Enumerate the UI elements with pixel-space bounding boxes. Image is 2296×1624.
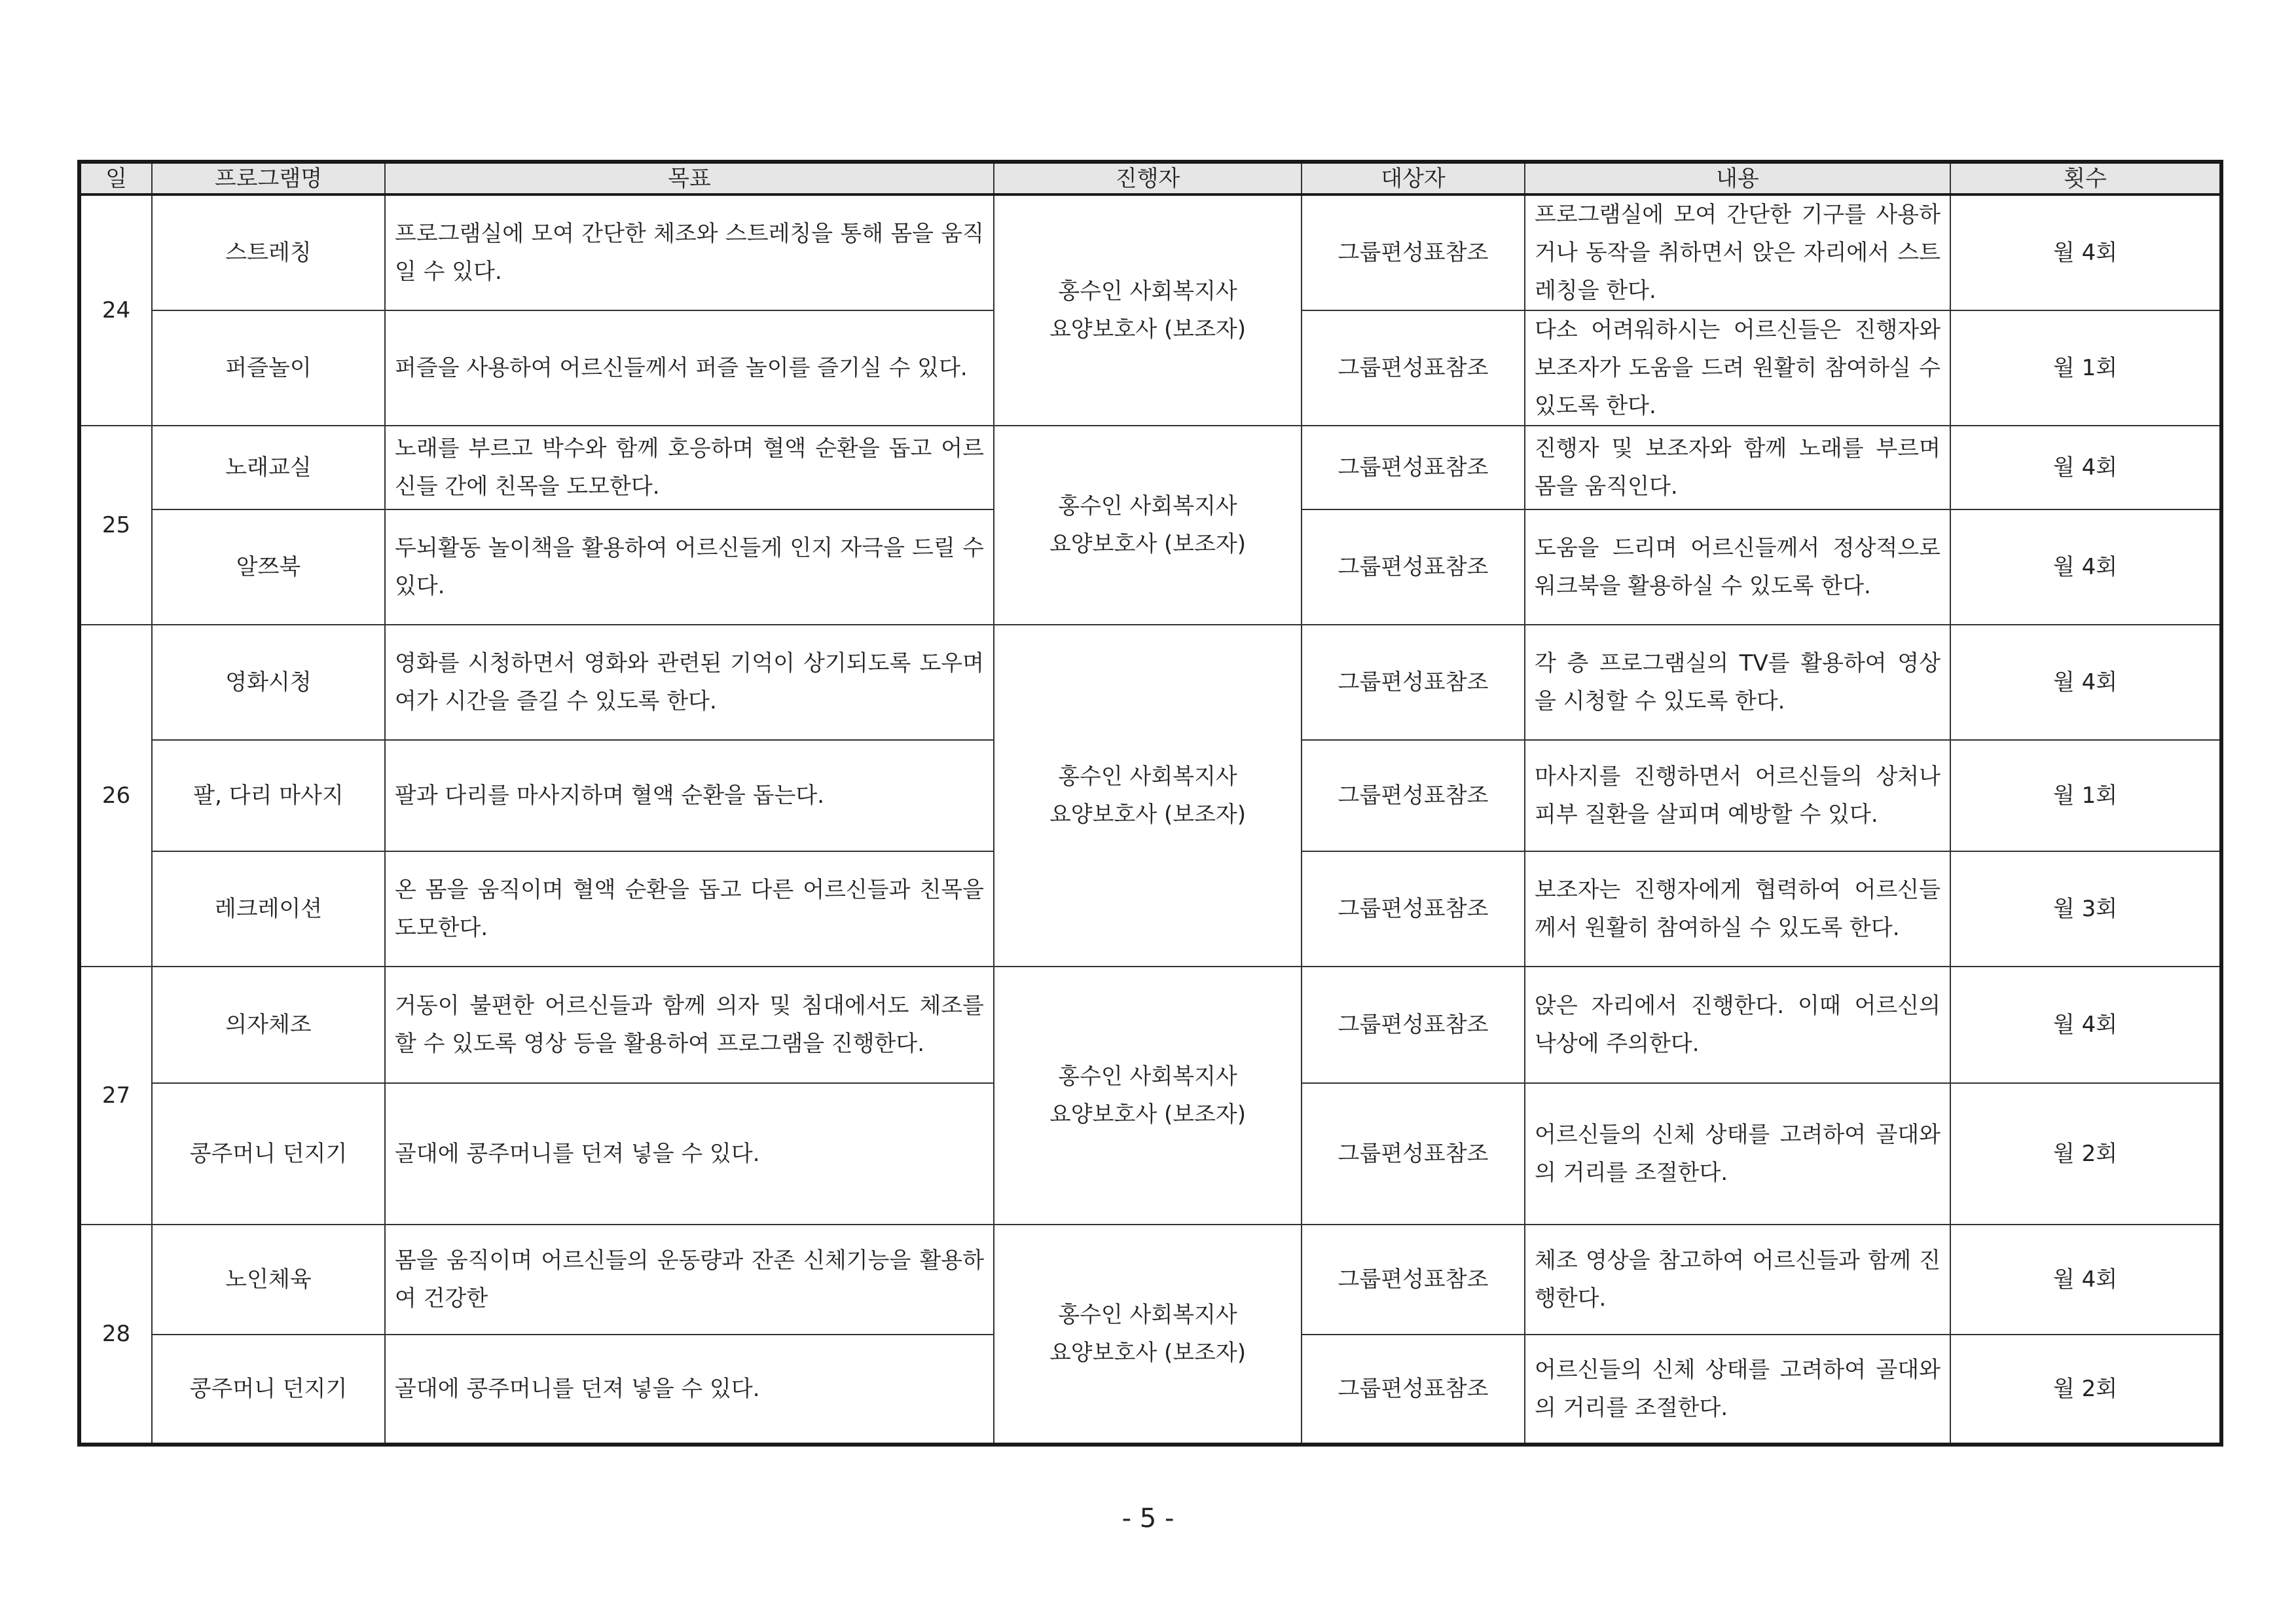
content-cell: 프로그램실에 모여 간단한 기구를 사용하거나 동작을 취하면서 앉은 자리에서 스트레칭을 한다. (1525, 194, 1950, 310)
table-row (79, 194, 2221, 310)
count-cell: 월 4회 (1950, 1225, 2221, 1335)
target-cell: 그룹편성표참조 (1302, 1083, 1525, 1225)
header-day: 일 (79, 162, 152, 194)
goal-cell: 거동이 불편한 어르신들과 함께 의자 및 침대에서도 체조를 할 수 있도록 영상 등을 활용하여 프로그램을 진행한다. (385, 967, 994, 1083)
program-name-cell: 팔, 다리 마사지 (152, 740, 385, 851)
count-cell: 월 1회 (1950, 740, 2221, 851)
goal-cell: 팔과 다리를 마사지하며 혈액 순환을 돕는다. (385, 740, 994, 851)
content-cell: 마사지를 진행하면서 어르신들의 상처나 피부 질환을 살피며 예방할 수 있다. (1525, 740, 1950, 851)
content-cell: 진행자 및 보조자와 함께 노래를 부르며 몸을 움직인다. (1525, 426, 1950, 509)
table-row (79, 967, 2221, 1083)
program-name-cell: 의자체조 (152, 967, 385, 1083)
goal-cell: 퍼즐을 사용하여 어르신들께서 퍼즐 놀이를 즐기실 수 있다. (385, 310, 994, 426)
header-target: 대상자 (1302, 162, 1525, 194)
count-cell: 월 2회 (1950, 1083, 2221, 1225)
goal-cell: 몸을 움직이며 어르신들의 운동량과 잔존 신체기능을 활용하여 건강한 (385, 1225, 994, 1335)
target-cell: 그룹편성표참조 (1302, 967, 1525, 1083)
target-cell: 그룹편성표참조 (1302, 851, 1525, 967)
day-cell: 28 (79, 1225, 152, 1445)
count-cell: 월 3회 (1950, 851, 2221, 967)
goal-cell: 영화를 시청하면서 영화와 관련된 기억이 상기되도록 도우며 여가 시간을 즐길 수 있도록 한다. (385, 625, 994, 740)
count-cell: 월 4회 (1950, 509, 2221, 625)
page-number: - 5 - (1121, 1504, 1175, 1534)
program-name-cell: 레크레이션 (152, 851, 385, 967)
target-cell: 그룹편성표참조 (1302, 194, 1525, 310)
target-cell: 그룹편성표참조 (1302, 740, 1525, 851)
program-name-cell: 스트레칭 (152, 194, 385, 310)
goal-cell: 골대에 콩주머니를 던져 넣을 수 있다. (385, 1335, 994, 1445)
program-name-cell: 노인체육 (152, 1225, 385, 1335)
program-name-cell: 퍼즐놀이 (152, 310, 385, 426)
content-cell: 체조 영상을 참고하여 어르신들과 함께 진행한다. (1525, 1225, 1950, 1335)
target-cell: 그룹편성표참조 (1302, 625, 1525, 740)
goal-cell: 노래를 부르고 박수와 함께 호응하며 혈액 순환을 돕고 어르신들 간에 친목을 도모한다. (385, 426, 994, 509)
day-cell: 26 (79, 625, 152, 967)
goal-cell: 온 몸을 움직이며 혈액 순환을 돕고 다른 어르신들과 친목을 도모한다. (385, 851, 994, 967)
table-row (79, 625, 2221, 740)
count-cell: 월 4회 (1950, 426, 2221, 509)
content-cell: 각 층 프로그램실의 TV를 활용하여 영상을 시청할 수 있도록 한다. (1525, 625, 1950, 740)
target-cell: 그룹편성표참조 (1302, 1335, 1525, 1445)
target-cell: 그룹편성표참조 (1302, 1225, 1525, 1335)
content-cell: 보조자는 진행자에게 협력하여 어르신들께서 원활히 참여하실 수 있도록 한다. (1525, 851, 1950, 967)
target-cell: 그룹편성표참조 (1302, 426, 1525, 509)
program-name-cell: 알쯔북 (152, 509, 385, 625)
header-program-name: 프로그램명 (152, 162, 385, 194)
program-name-cell: 영화시청 (152, 625, 385, 740)
leader-cell: 홍수인 사회복지사 요양보호사 (보조자) (994, 194, 1302, 426)
program-schedule-table (77, 160, 2223, 1447)
content-cell: 어르신들의 신체 상태를 고려하여 골대와의 거리를 조절한다. (1525, 1083, 1950, 1225)
day-cell: 27 (79, 967, 152, 1225)
leader-cell: 홍수인 사회복지사 요양보호사 (보조자) (994, 426, 1302, 625)
header-content: 내용 (1525, 162, 1950, 194)
program-name-cell: 노래교실 (152, 426, 385, 509)
target-cell: 그룹편성표참조 (1302, 310, 1525, 426)
table-row (79, 426, 2221, 509)
program-name-cell: 콩주머니 던지기 (152, 1083, 385, 1225)
count-cell: 월 4회 (1950, 625, 2221, 740)
target-cell: 그룹편성표참조 (1302, 509, 1525, 625)
day-cell: 25 (79, 426, 152, 625)
content-cell: 앉은 자리에서 진행한다. 이때 어르신의 낙상에 주의한다. (1525, 967, 1950, 1083)
table-row (79, 1225, 2221, 1335)
header-leader: 진행자 (994, 162, 1302, 194)
count-cell: 월 4회 (1950, 967, 2221, 1083)
header-count: 횟수 (1950, 162, 2221, 194)
leader-cell: 홍수인 사회복지사 요양보호사 (보조자) (994, 967, 1302, 1225)
table-header-row (79, 162, 2221, 194)
goal-cell: 두뇌활동 놀이책을 활용하여 어르신들게 인지 자극을 드릴 수 있다. (385, 509, 994, 625)
program-name-cell: 콩주머니 던지기 (152, 1335, 385, 1445)
day-cell: 24 (79, 194, 152, 426)
content-cell: 도움을 드리며 어르신들께서 정상적으로 워크북을 활용하실 수 있도록 한다. (1525, 509, 1950, 625)
count-cell: 월 2회 (1950, 1335, 2221, 1445)
content-cell: 어르신들의 신체 상태를 고려하여 골대와의 거리를 조절한다. (1525, 1335, 1950, 1445)
goal-cell: 프로그램실에 모여 간단한 체조와 스트레칭을 통해 몸을 움직일 수 있다. (385, 194, 994, 310)
leader-cell: 홍수인 사회복지사 요양보호사 (보조자) (994, 625, 1302, 967)
header-goal: 목표 (385, 162, 994, 194)
goal-cell: 골대에 콩주머니를 던져 넣을 수 있다. (385, 1083, 994, 1225)
count-cell: 월 1회 (1950, 310, 2221, 426)
content-cell: 다소 어려워하시는 어르신들은 진행자와 보조자가 도움을 드려 원활히 참여하실 수 있도록 한다. (1525, 310, 1950, 426)
leader-cell: 홍수인 사회복지사 요양보호사 (보조자) (994, 1225, 1302, 1445)
count-cell: 월 4회 (1950, 194, 2221, 310)
